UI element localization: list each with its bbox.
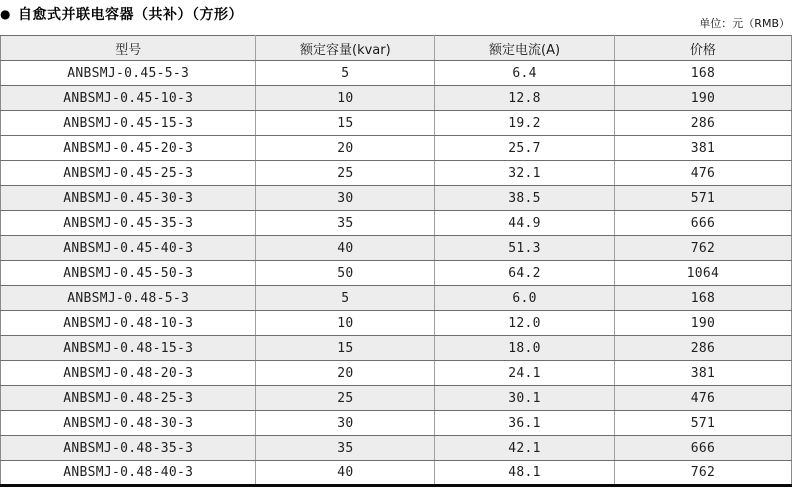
price-cell: 476	[614, 386, 791, 411]
current-cell: 42.1	[435, 436, 615, 461]
table-row	[1, 461, 792, 486]
current-cell: 32.1	[435, 161, 615, 186]
table-header	[1, 36, 792, 61]
capacity-cell: 20	[256, 361, 435, 386]
table-row	[1, 86, 792, 111]
capacity-cell: 20	[256, 136, 435, 161]
capacity-cell: 30	[256, 186, 435, 211]
current-cell: 25.7	[435, 136, 615, 161]
table-row	[1, 286, 792, 311]
model-cell: ANBSMJ-0.48-35-3	[1, 436, 256, 461]
price-cell: 762	[614, 461, 791, 486]
capacity-cell: 10	[256, 311, 435, 336]
model-cell: ANBSMJ-0.45-30-3	[1, 186, 256, 211]
price-cell: 190	[614, 86, 791, 111]
capacity-cell: 15	[256, 336, 435, 361]
capacity-cell: 5	[256, 286, 435, 311]
current-cell: 38.5	[435, 186, 615, 211]
current-cell: 6.0	[435, 286, 615, 311]
table-row	[1, 236, 792, 261]
table-row	[1, 411, 792, 436]
table-row	[1, 111, 792, 136]
table-row	[1, 436, 792, 461]
model-cell: ANBSMJ-0.48-25-3	[1, 386, 256, 411]
price-cell: 168	[614, 286, 791, 311]
price-cell: 571	[614, 411, 791, 436]
column-header-model: 型号	[1, 36, 256, 61]
price-cell: 190	[614, 311, 791, 336]
capacity-cell: 50	[256, 261, 435, 286]
capacity-cell: 25	[256, 161, 435, 186]
model-cell: ANBSMJ-0.45-15-3	[1, 111, 256, 136]
model-cell: ANBSMJ-0.48-30-3	[1, 411, 256, 436]
table-row	[1, 61, 792, 86]
page-title-text: 自愈式并联电容器（共补）（方形）	[17, 7, 243, 23]
capacity-cell: 25	[256, 386, 435, 411]
price-cell: 571	[614, 186, 791, 211]
price-cell: 666	[614, 211, 791, 236]
price-cell: 381	[614, 361, 791, 386]
capacity-cell: 30	[256, 411, 435, 436]
header-bar	[0, 0, 792, 35]
table-row	[1, 211, 792, 236]
bullet-icon: ●	[0, 7, 11, 21]
capacity-cell: 5	[256, 61, 435, 86]
current-cell: 12.0	[435, 311, 615, 336]
current-cell: 30.1	[435, 386, 615, 411]
model-cell: ANBSMJ-0.45-20-3	[1, 136, 256, 161]
current-cell: 19.2	[435, 111, 615, 136]
model-cell: ANBSMJ-0.45-25-3	[1, 161, 256, 186]
table-row	[1, 361, 792, 386]
table-row	[1, 136, 792, 161]
price-cell: 381	[614, 136, 791, 161]
current-cell: 6.4	[435, 61, 615, 86]
unit-label: 单位：元（RMB）	[699, 17, 790, 30]
price-cell: 1064	[614, 261, 791, 286]
table-row	[1, 386, 792, 411]
current-cell: 36.1	[435, 411, 615, 436]
model-cell: ANBSMJ-0.48-10-3	[1, 311, 256, 336]
model-cell: ANBSMJ-0.48-15-3	[1, 336, 256, 361]
model-cell: ANBSMJ-0.48-20-3	[1, 361, 256, 386]
table-body	[1, 61, 792, 486]
price-cell: 762	[614, 236, 791, 261]
table-row	[1, 336, 792, 361]
current-cell: 18.0	[435, 336, 615, 361]
table-row	[1, 311, 792, 336]
model-cell: ANBSMJ-0.45-5-3	[1, 61, 256, 86]
column-header-capacity: 额定容量(kvar)	[256, 36, 435, 61]
model-cell: ANBSMJ-0.48-40-3	[1, 461, 256, 486]
current-cell: 64.2	[435, 261, 615, 286]
current-cell: 12.8	[435, 86, 615, 111]
current-cell: 51.3	[435, 236, 615, 261]
table-header-row	[1, 36, 792, 61]
current-cell: 48.1	[435, 461, 615, 486]
table-row	[1, 186, 792, 211]
capacity-cell: 40	[256, 461, 435, 486]
page-title	[0, 0, 243, 24]
model-cell: ANBSMJ-0.45-10-3	[1, 86, 256, 111]
current-cell: 44.9	[435, 211, 615, 236]
capacity-cell: 35	[256, 211, 435, 236]
column-header-price: 价格	[614, 36, 791, 61]
capacity-cell: 10	[256, 86, 435, 111]
price-cell: 286	[614, 336, 791, 361]
model-cell: ANBSMJ-0.45-50-3	[1, 261, 256, 286]
capacity-cell: 40	[256, 236, 435, 261]
column-header-current: 额定电流(A)	[435, 36, 615, 61]
model-cell: ANBSMJ-0.45-35-3	[1, 211, 256, 236]
price-cell: 666	[614, 436, 791, 461]
capacity-cell: 35	[256, 436, 435, 461]
price-cell: 286	[614, 111, 791, 136]
price-cell: 168	[614, 61, 791, 86]
model-cell: ANBSMJ-0.48-5-3	[1, 286, 256, 311]
current-cell: 24.1	[435, 361, 615, 386]
model-cell: ANBSMJ-0.45-40-3	[1, 236, 256, 261]
capacity-cell: 15	[256, 111, 435, 136]
table-row	[1, 261, 792, 286]
price-cell: 476	[614, 161, 791, 186]
price-table	[0, 35, 792, 487]
table-row	[1, 161, 792, 186]
